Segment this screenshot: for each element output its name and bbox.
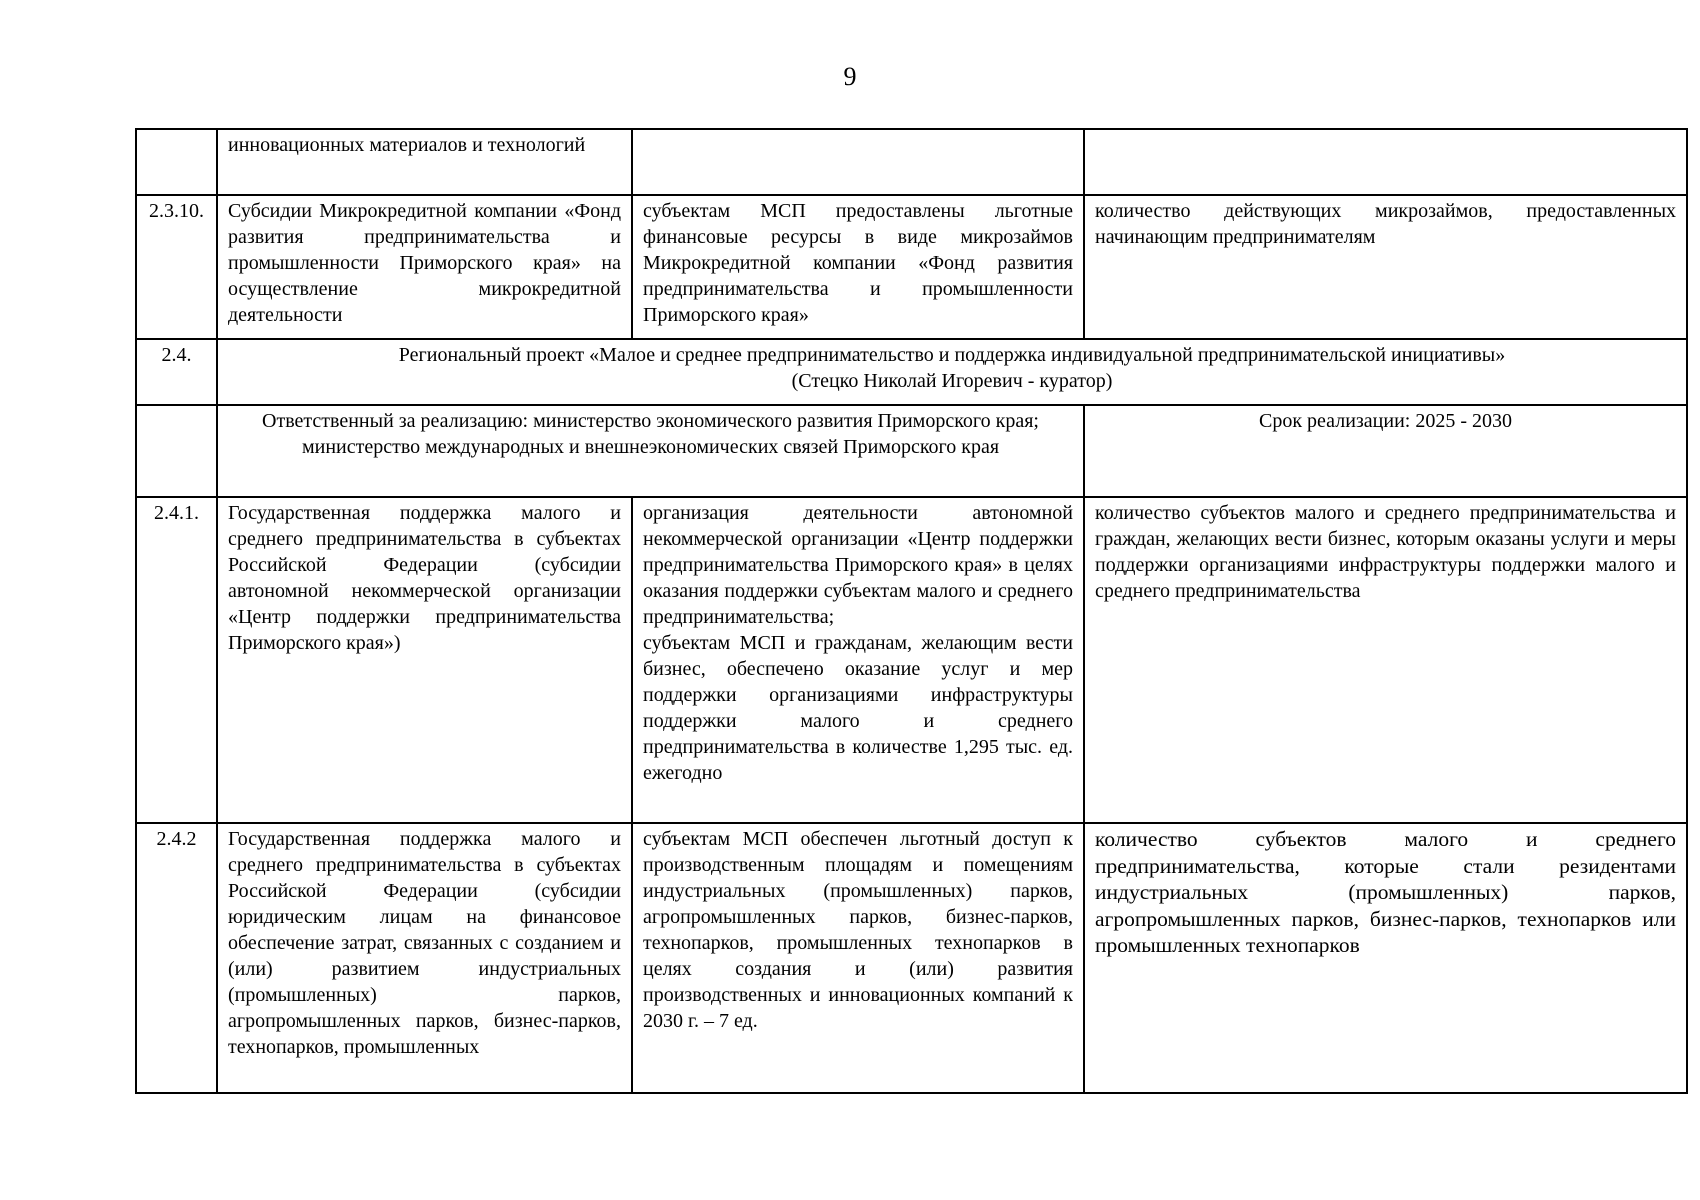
measure-indicator: [1084, 129, 1687, 195]
row-number: 2.3.10.: [136, 195, 217, 339]
project-info-row: [136, 405, 1687, 497]
measure-result: [632, 129, 1084, 195]
measure-indicator: количество субъектов малого и среднего предпринимательства, которые стали резидентами индустриальных (промышленных) парков, агропромышленных парков, бизнес-парков, технопарков или промышленных технопарков: [1084, 823, 1687, 1093]
measure-name: Субсидии Микрокредитной компании «Фонд развития предпринимательства и промышленности Приморского края» на осуществление микрокредитной деятельности: [217, 195, 632, 339]
project-title: Региональный проект «Малое и среднее предпринимательство и поддержка индивидуальной предпринимательской инициативы»: [398, 344, 1506, 366]
measure-result: субъектам МСП предоставлены льготные финансовые ресурсы в виде микрозаймов Микрокредитной компании «Фонд развития предпринимательства и промышленности Приморского края»: [632, 195, 1084, 339]
measures-table: [135, 128, 1688, 1094]
measure-result-part: организация деятельности автономной некоммерческой организации «Центр поддержки предпринимательства Приморского края» в целях оказания поддержки субъектам малого и среднего предпринимательства;: [643, 502, 1073, 628]
table-row: [136, 497, 1687, 823]
page-number: 9: [843, 62, 857, 91]
project-term: Срок реализации: 2025 - 2030: [1084, 405, 1687, 497]
measure-name: инновационных материалов и технологий: [217, 129, 632, 195]
project-number: 2.4.: [136, 339, 217, 405]
measure-result-part: субъектам МСП и гражданам, желающим вести бизнес, обеспечено оказание услуг и мер поддержки организациями инфраструктуры поддержки малого и среднего предпринимательства в количестве 1,295 тыс. ед. ежегодно: [643, 632, 1073, 784]
row-number: [136, 129, 217, 195]
project-curator: (Стецко Николай Игоревич - куратор): [791, 370, 1113, 392]
measure-name: Государственная поддержка малого и среднего предпринимательства в субъектах Российской Федерации (субсидии автономной некоммерческой организации «Центр поддержки предпринимательства Приморского края»): [217, 497, 632, 823]
project-heading: [217, 339, 1687, 405]
row-number: 2.4.1.: [136, 497, 217, 823]
project-row: [136, 339, 1687, 405]
measure-name: Государственная поддержка малого и среднего предпринимательства в субъектах Российской Федерации (субсидии юридическим лицам на финансовое обеспечение затрат, связанных с созданием и (или) развитием индустриальных (промышленных) парков, агропромышленных парков, бизнес-парков, технопарков, промышленных: [217, 823, 632, 1093]
row-number: 2.4.2: [136, 823, 217, 1093]
measure-indicator: количество субъектов малого и среднего предпринимательства и граждан, желающих вести бизнес, которым оказаны услуги и меры поддержки организациями инфраструктуры поддержки малого и среднего предпринимательства: [1084, 497, 1687, 823]
measure-result: субъектам МСП обеспечен льготный доступ к производственным площадям и помещениям индустриальных (промышленных) парков, агропромышленных парков, бизнес-парков, технопарков, промышленных технопарков в целях создания и (или) развития производственных и инновационных компаний к 2030 г. – 7 ед.: [632, 823, 1084, 1093]
table-row: [136, 195, 1687, 339]
measure-indicator: количество действующих микрозаймов, предоставленных начинающим предпринимателям: [1084, 195, 1687, 339]
table-row: [136, 129, 1687, 195]
project-responsible: Ответственный за реализацию: министерство экономического развития Приморского края; министерство международных и внешнеэкономических связей Приморского края: [217, 405, 1084, 497]
measure-result: [632, 497, 1084, 823]
table-row: [136, 823, 1687, 1093]
empty-cell: [136, 405, 217, 497]
